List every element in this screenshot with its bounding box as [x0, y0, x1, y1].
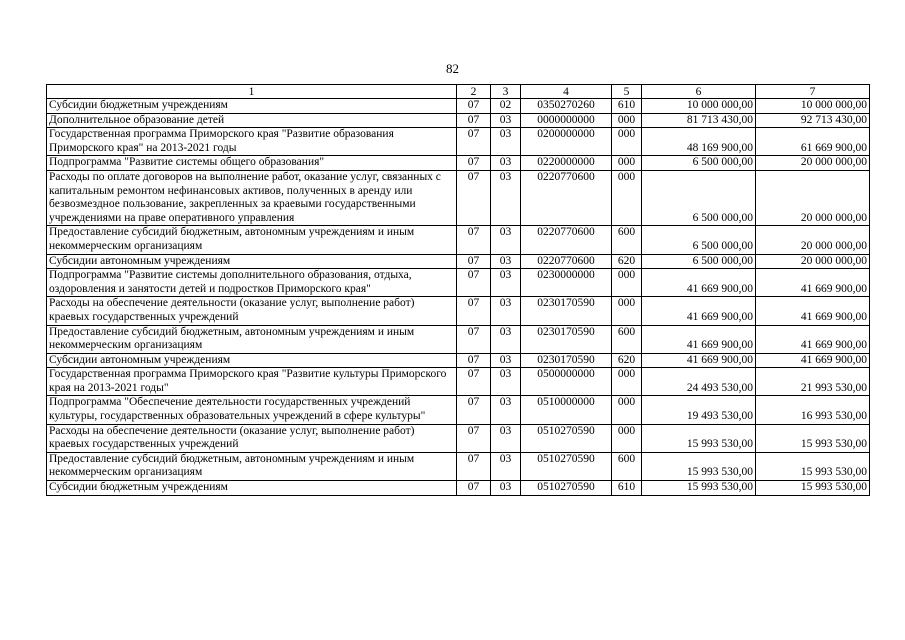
row-amount-6: 6 500 000,00	[642, 226, 756, 254]
row-expense-type: 000	[612, 156, 642, 171]
row-amount-7: 41 669 900,00	[756, 353, 870, 368]
row-amount-7: 15 993 530,00	[756, 481, 870, 496]
row-expense-type: 000	[612, 170, 642, 225]
column-header: 1	[47, 85, 457, 99]
row-expense-type: 000	[612, 128, 642, 156]
row-amount-6: 15 993 530,00	[642, 424, 756, 452]
table-row	[47, 325, 870, 353]
row-subsection: 03	[491, 269, 521, 297]
row-name: Государственная программа Приморского края "Развитие образования Приморского края" на 2013-2021 годы	[47, 128, 457, 156]
row-subsection: 03	[491, 353, 521, 368]
table-row	[47, 368, 870, 396]
row-section: 07	[457, 254, 491, 269]
row-target-code: 0230170590	[521, 325, 612, 353]
row-amount-7: 41 669 900,00	[756, 325, 870, 353]
row-target-code: 0230170590	[521, 353, 612, 368]
row-target-code: 0500000000	[521, 368, 612, 396]
row-target-code: 0220770600	[521, 226, 612, 254]
row-section: 07	[457, 297, 491, 325]
row-amount-6: 10 000 000,00	[642, 99, 756, 114]
row-subsection: 02	[491, 99, 521, 114]
row-name: Государственная программа Приморского края "Развитие культуры Приморского края на 2013-2021 годы"	[47, 368, 457, 396]
row-expense-type: 600	[612, 226, 642, 254]
row-amount-7: 20 000 000,00	[756, 254, 870, 269]
row-name: Расходы на обеспечение деятельности (оказание услуг, выполнение работ) краевых государственных учреждений	[47, 297, 457, 325]
row-amount-6: 6 500 000,00	[642, 254, 756, 269]
row-target-code: 0510270590	[521, 424, 612, 452]
row-section: 07	[457, 170, 491, 225]
row-target-code: 0230000000	[521, 269, 612, 297]
row-amount-6: 6 500 000,00	[642, 156, 756, 171]
row-subsection: 03	[491, 424, 521, 452]
row-section: 07	[457, 368, 491, 396]
row-target-code: 0200000000	[521, 128, 612, 156]
row-section: 07	[457, 353, 491, 368]
row-section: 07	[457, 424, 491, 452]
row-section: 07	[457, 269, 491, 297]
row-subsection: 03	[491, 156, 521, 171]
row-amount-7: 20 000 000,00	[756, 226, 870, 254]
row-subsection: 03	[491, 481, 521, 496]
row-subsection: 03	[491, 226, 521, 254]
row-name: Подпрограмма "Развитие системы дополнительного образования, отдыха, оздоровления и занятости детей и подростков Приморского края"	[47, 269, 457, 297]
row-subsection: 03	[491, 396, 521, 424]
row-amount-6: 41 669 900,00	[642, 297, 756, 325]
row-amount-6: 48 169 900,00	[642, 128, 756, 156]
row-section: 07	[457, 452, 491, 480]
row-amount-7: 21 993 530,00	[756, 368, 870, 396]
column-header: 5	[612, 85, 642, 99]
row-expense-type: 000	[612, 396, 642, 424]
table-row	[47, 254, 870, 269]
row-target-code: 0220000000	[521, 156, 612, 171]
row-name: Субсидии бюджетным учреждениям	[47, 99, 457, 114]
row-name: Субсидии бюджетным учреждениям	[47, 481, 457, 496]
table-row	[47, 481, 870, 496]
row-expense-type: 600	[612, 325, 642, 353]
row-subsection: 03	[491, 297, 521, 325]
row-target-code: 0000000000	[521, 113, 612, 128]
row-target-code: 0220770600	[521, 254, 612, 269]
page-number: 82	[446, 61, 459, 76]
row-name: Предоставление субсидий бюджетным, автономным учреждениям и иным некоммерческим организациям	[47, 226, 457, 254]
row-name: Подпрограмма "Обеспечение деятельности государственных учреждений культуры, государственных образовательных учреждений в сфере культуры"	[47, 396, 457, 424]
table-row	[47, 99, 870, 114]
row-expense-type: 620	[612, 353, 642, 368]
table-row	[47, 156, 870, 171]
row-subsection: 03	[491, 325, 521, 353]
row-amount-6: 6 500 000,00	[642, 170, 756, 225]
row-expense-type: 000	[612, 297, 642, 325]
row-target-code: 0510270590	[521, 481, 612, 496]
row-amount-6: 19 493 530,00	[642, 396, 756, 424]
row-name: Расходы по оплате договоров на выполнение работ, оказание услуг, связанных с капитальным ремонтом нефинансовых активов, полученных в аренду или безвозмездное пользование, закрепленных за краевыми государственными учреждениями на праве оперативного управления	[47, 170, 457, 225]
column-header: 2	[457, 85, 491, 99]
column-header: 3	[491, 85, 521, 99]
row-target-code: 0220770600	[521, 170, 612, 225]
row-section: 07	[457, 325, 491, 353]
row-expense-type: 610	[612, 99, 642, 114]
table-row	[47, 170, 870, 225]
row-amount-7: 61 669 900,00	[756, 128, 870, 156]
row-subsection: 03	[491, 254, 521, 269]
row-name: Предоставление субсидий бюджетным, автономным учреждениям и иным некоммерческим организациям	[47, 325, 457, 353]
row-subsection: 03	[491, 368, 521, 396]
row-section: 07	[457, 128, 491, 156]
row-amount-6: 15 993 530,00	[642, 452, 756, 480]
row-subsection: 03	[491, 113, 521, 128]
row-name: Предоставление субсидий бюджетным, автономным учреждениям и иным некоммерческим организациям	[47, 452, 457, 480]
row-amount-6: 24 493 530,00	[642, 368, 756, 396]
row-expense-type: 000	[612, 113, 642, 128]
row-name: Расходы на обеспечение деятельности (оказание услуг, выполнение работ) краевых государственных учреждений	[47, 424, 457, 452]
row-name: Субсидии автономным учреждениям	[47, 353, 457, 368]
column-header: 7	[756, 85, 870, 99]
row-amount-7: 20 000 000,00	[756, 156, 870, 171]
row-expense-type: 000	[612, 424, 642, 452]
row-name: Субсидии автономным учреждениям	[47, 254, 457, 269]
row-amount-6: 41 669 900,00	[642, 269, 756, 297]
row-expense-type: 620	[612, 254, 642, 269]
row-amount-7: 10 000 000,00	[756, 99, 870, 114]
column-header: 4	[521, 85, 612, 99]
row-section: 07	[457, 226, 491, 254]
row-expense-type: 000	[612, 368, 642, 396]
row-subsection: 03	[491, 128, 521, 156]
row-amount-7: 16 993 530,00	[756, 396, 870, 424]
row-subsection: 03	[491, 452, 521, 480]
row-subsection: 03	[491, 170, 521, 225]
table-header-row	[47, 85, 870, 99]
row-target-code: 0510270590	[521, 452, 612, 480]
row-section: 07	[457, 99, 491, 114]
budget-table	[46, 84, 870, 496]
row-amount-6: 15 993 530,00	[642, 481, 756, 496]
table-row	[47, 113, 870, 128]
row-amount-7: 20 000 000,00	[756, 170, 870, 225]
table-row	[47, 353, 870, 368]
table-row	[47, 424, 870, 452]
row-amount-7: 15 993 530,00	[756, 452, 870, 480]
row-expense-type: 000	[612, 269, 642, 297]
row-amount-6: 41 669 900,00	[642, 325, 756, 353]
row-amount-6: 41 669 900,00	[642, 353, 756, 368]
row-amount-7: 15 993 530,00	[756, 424, 870, 452]
row-target-code: 0510000000	[521, 396, 612, 424]
row-section: 07	[457, 481, 491, 496]
row-name: Подпрограмма "Развитие системы общего образования"	[47, 156, 457, 171]
table-row	[47, 128, 870, 156]
row-name: Дополнительное образование детей	[47, 113, 457, 128]
row-target-code: 0230170590	[521, 297, 612, 325]
row-amount-7: 41 669 900,00	[756, 297, 870, 325]
row-expense-type: 610	[612, 481, 642, 496]
row-amount-7: 41 669 900,00	[756, 269, 870, 297]
table-row	[47, 269, 870, 297]
table-row	[47, 226, 870, 254]
table-row	[47, 396, 870, 424]
column-header: 6	[642, 85, 756, 99]
row-section: 07	[457, 156, 491, 171]
table-row	[47, 297, 870, 325]
row-section: 07	[457, 113, 491, 128]
row-section: 07	[457, 396, 491, 424]
table-row	[47, 452, 870, 480]
row-amount-6: 81 713 430,00	[642, 113, 756, 128]
row-amount-7: 92 713 430,00	[756, 113, 870, 128]
row-target-code: 0350270260	[521, 99, 612, 114]
row-expense-type: 600	[612, 452, 642, 480]
